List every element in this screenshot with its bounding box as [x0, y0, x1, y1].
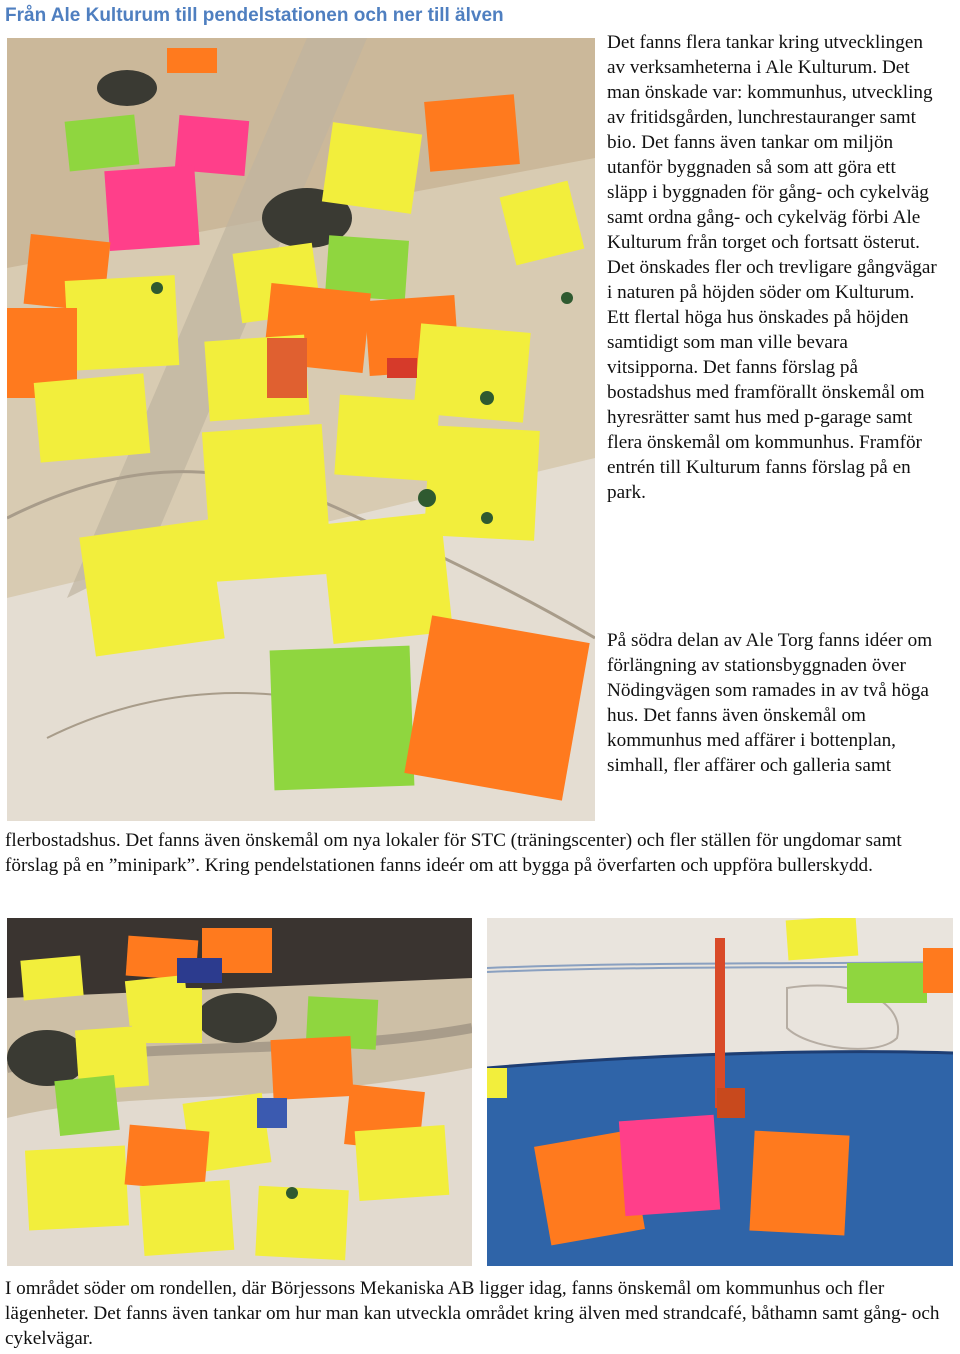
photo-workshop-model-3	[487, 918, 953, 1266]
photo-workshop-model-2	[7, 918, 472, 1266]
paragraph-rondellen: I området söder om rondellen, där Börjessons Mekaniska AB ligger idag, fanns önskemål om kommunhus och fler lägenheter. Det fanns även tankar om hur man kan utveckla området kring älven med strandcafé, båthamn samt gång- och cykelvägar.	[5, 1278, 940, 1349]
photo-workshop-model-1	[7, 38, 595, 821]
page-heading: Från Ale Kulturum till pendelstationen och ner till älven	[5, 5, 504, 26]
paragraph-ale-torg-column: På södra delan av Ale Torg fanns idéer om förlängning av stationsbyggnaden över Nödingvägen som ramades in av två höga hus. Det fanns även önskemål om kommunhus med affärer i bottenplan, simhall, fler affärer och galleria samt	[607, 630, 933, 776]
paragraph-ale-torg-continued: flerbostadshus. Det fanns även önskemål om nya lokaler för STC (träningscenter) och fler ställen för ungdomar samt förslag på en ”minipark”. Kring pendelstationen fanns ideér om att bygga på överfarten och uppföra bullerskydd.	[5, 830, 902, 876]
paragraph-kulturum: Det fanns flera tankar kring utvecklingen av verksamheterna i Ale Kulturum. Det man önskade var: kommunhus, utveckling av fritidsgården, lunchrestauranger samt bio. Det fanns även tankar om miljön utanför byggnaden så som att göra ett släpp i byggnaden för gång- och cykelväg samt ordna gång- och cykelväg förbi Ale Kulturum från torget och fortsatt österut. Det önskades fler och trevligare gångvägar i naturen på höjden söder om Kulturum. Ett flertal höga hus önskades på höjden samtidigt som man ville bevara vitsipporna. Det fanns förslag på bostadshus med framförallt önskemål om hyresrätter samt hus med p-garage samt flera önskemål om kommunhus. Framför entrén till Kulturum fanns förslag på en park.	[607, 32, 937, 503]
